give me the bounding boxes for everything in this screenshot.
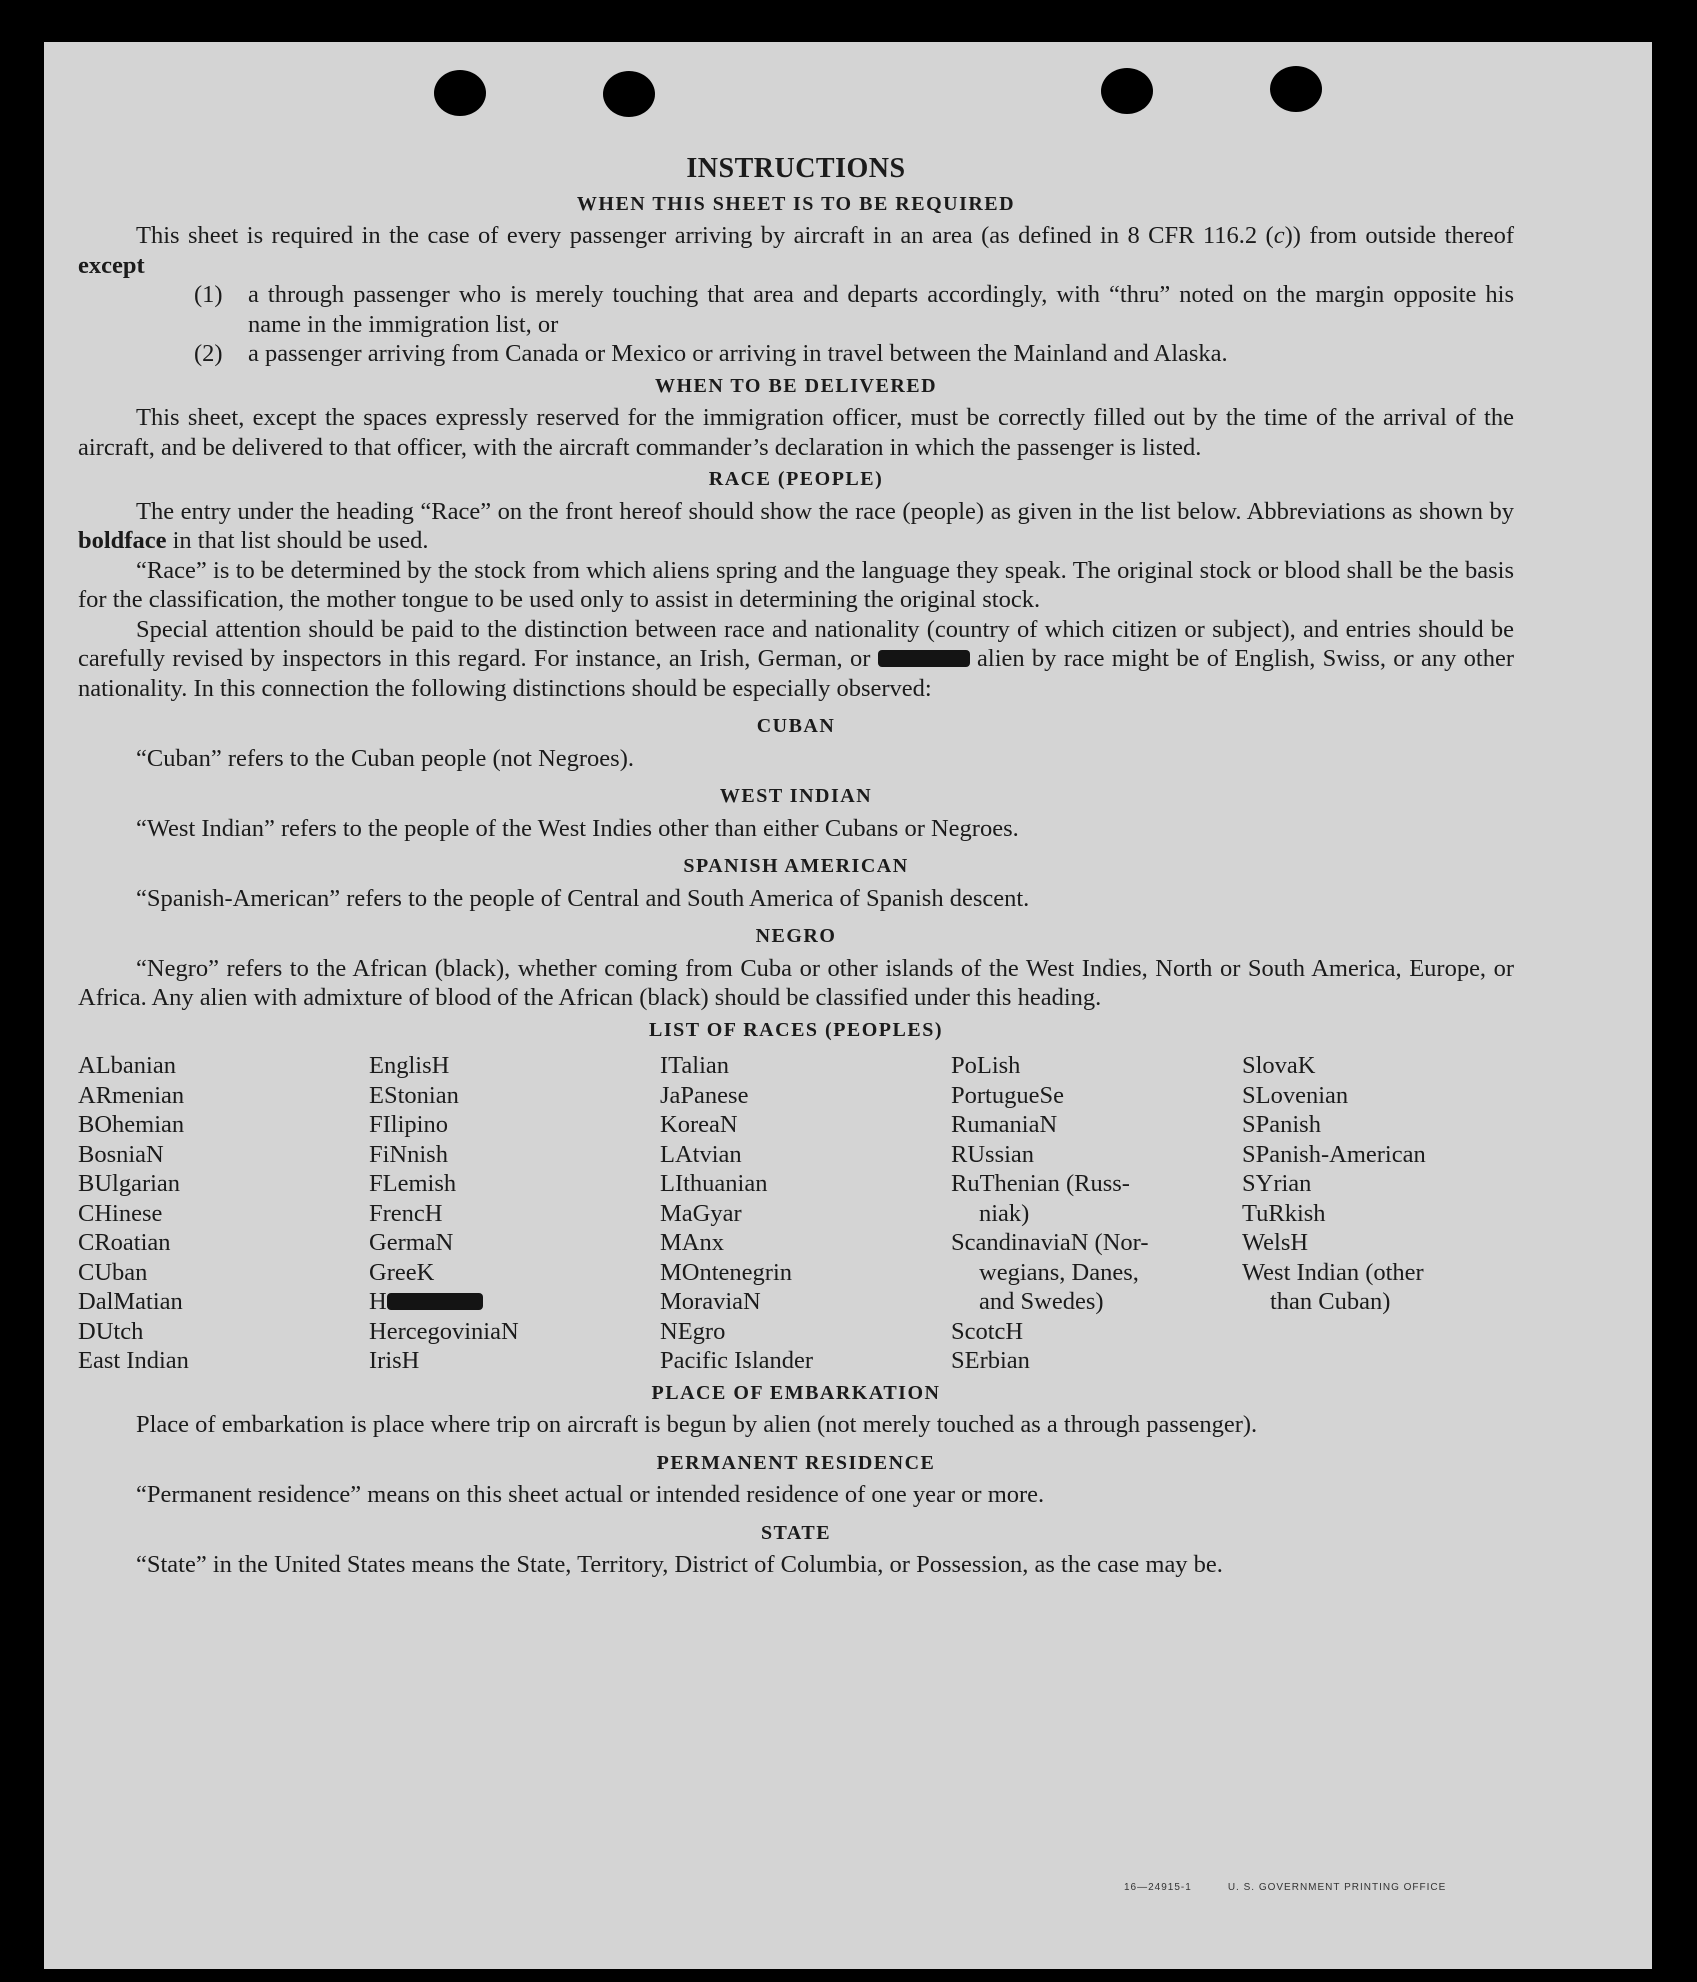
race-paragraph-3: [78, 615, 1514, 704]
delivered-text: This sheet, except the spaces expressly reserved for the immigration officer, must be correctly filled out by the time of the arrival of the aircraft, and be delivered to that officer, with the aircraft commander’s declaration in which the passenger is listed.: [78, 404, 1514, 461]
negro-text: “Negro” refers to the African (black), whether coming from Cuba or other islands of the West Indies, North or South America, Europe, or Africa. Any alien with admixture of blood of the African (black) should be classified under this heading.: [78, 954, 1514, 1011]
race-entry: SLovenian: [1242, 1081, 1349, 1109]
race-entry: LAtvian: [660, 1140, 742, 1168]
race-entry: PoLish: [951, 1052, 1021, 1079]
required-item-1: [78, 280, 1514, 339]
race-p3-text: Special attention should be paid to the distinction between race and nationality (country of which citizen or subject), and entries should be carefully revised by inspectors in this regard. For instance, an Irish, German, or: [78, 615, 1514, 672]
required-item-2: [78, 339, 1514, 369]
instructions-body: [78, 154, 1514, 1580]
race-entry-initial: H: [369, 1288, 387, 1315]
item-text: a passenger arriving from Canada or Mexico or arriving in travel between the Mainland and Alaska.: [248, 340, 1228, 367]
item-number: (1): [194, 281, 223, 308]
race-entry: MAnx: [660, 1229, 724, 1256]
embarkation-text: Place of embarkation is place where trip on aircraft is begun by alien (not merely touched as a through passenger).: [136, 1411, 1258, 1438]
punch-hole: [1270, 66, 1322, 112]
race-entry: EStonian: [369, 1081, 459, 1109]
race-entry: PortugueSe: [951, 1081, 1064, 1109]
form-number: 16—24915-1: [1124, 1882, 1192, 1893]
delivered-heading: WHEN TO BE DELIVERED: [654, 374, 938, 397]
race-entry: CRoatian: [78, 1229, 171, 1256]
race-entry: SlovaK: [1242, 1052, 1316, 1079]
item-text: a through passenger who is merely touching that area and departs accordingly, with “thru” noted on the margin opposite his name in the immigration list, or: [248, 281, 1514, 338]
state-heading: STATE: [760, 1521, 832, 1544]
race-entry-continued: and Swedes): [979, 1288, 1104, 1315]
race-entry: NEgro: [660, 1317, 726, 1345]
race-entry: FrencH: [369, 1199, 443, 1227]
races-list: [78, 1051, 1514, 1376]
west-indian-heading: WEST INDIAN: [719, 785, 873, 807]
races-heading: LIST OF RACES (PEOPLES): [648, 1018, 943, 1041]
race-entry: SPanish-American: [1242, 1140, 1426, 1168]
race-entry: Pacific Islander: [660, 1347, 814, 1374]
race-entry: JaPanese: [660, 1081, 749, 1109]
west-indian-text: “West Indian” refers to the people of the West Indies other than either Cubans or Negroes.: [136, 814, 1019, 842]
race-entry: ScandinaviaN (Nor-: [951, 1229, 1149, 1256]
negro-heading: NEGRO: [755, 925, 837, 947]
race-entry: BUlgarian: [78, 1170, 181, 1197]
race-entry: FIlipino: [369, 1111, 448, 1138]
race-entry: MoraviaN: [660, 1288, 761, 1315]
races-column-2: [369, 1051, 660, 1376]
required-intro-text-b: )) from outside thereof: [1284, 222, 1514, 249]
state-text: “State” in the United States means the State, Territory, District of Columbia, or Possession, as the case may be.: [136, 1551, 1223, 1578]
race-entry: TuRkish: [1242, 1199, 1326, 1227]
footer: [1124, 1882, 1482, 1893]
race-entry: BOhemian: [78, 1111, 185, 1138]
race-paragraph-1: [78, 497, 1514, 556]
race-entry: KoreaN: [660, 1111, 738, 1138]
redaction-mark: [878, 650, 970, 667]
race-p1-bold: boldface: [78, 527, 167, 554]
required-heading: WHEN THIS SHEET IS TO BE REQUIRED: [576, 192, 1016, 215]
required-intro: [78, 221, 1514, 280]
race-paragraph-2: “Race” is to be determined by the stock from which aliens spring and the language they speak. The original stock or blood shall be the basis for the classification, the mother tongue to be used only to assist in determining the original stock.: [78, 556, 1514, 613]
race-entry: DalMatian: [78, 1288, 183, 1315]
races-column-5: [1242, 1051, 1533, 1376]
printer-imprint: U. S. GOVERNMENT PRINTING OFFICE: [1227, 1882, 1447, 1893]
race-entry-redacted: [369, 1287, 660, 1317]
embarkation-heading: PLACE OF EMBARKATION: [651, 1381, 941, 1404]
race-entry-continued: niak): [979, 1199, 1030, 1227]
race-entry: WelsH: [1242, 1229, 1309, 1256]
race-entry: SErbian: [951, 1347, 1030, 1374]
required-intro-c: c: [1273, 222, 1285, 249]
races-column-4: [951, 1051, 1242, 1376]
race-p1-text-b: in that list should be used.: [166, 527, 429, 554]
punch-hole: [603, 71, 655, 117]
race-entry: East Indian: [78, 1347, 189, 1374]
race-entry: MaGyar: [660, 1199, 742, 1227]
redaction-mark: [387, 1293, 483, 1310]
race-entry: ARmenian: [78, 1081, 185, 1109]
race-entry: HercegoviniaN: [369, 1317, 519, 1345]
residence-heading: PERMANENT RESIDENCE: [656, 1451, 936, 1474]
document-page: [44, 42, 1652, 1969]
race-entry: EnglisH: [369, 1052, 450, 1079]
item-number: (2): [194, 340, 223, 367]
required-intro-except: except: [78, 251, 145, 279]
race-p3-text-b: alien by race might be of English, Swiss, or any other nationality. In this connection the following distinctions should be especially observed:: [78, 645, 1515, 702]
race-entry: SYrian: [1242, 1170, 1312, 1197]
race-entry: ITalian: [660, 1052, 730, 1079]
race-heading: RACE (PEOPLE): [708, 468, 884, 490]
races-column-3: [660, 1051, 951, 1376]
page-title: INSTRUCTIONS: [686, 153, 906, 184]
race-entry: RumaniaN: [951, 1111, 1058, 1138]
race-entry-continued: than Cuban): [1270, 1288, 1391, 1315]
race-entry: RuThenian (Russ-: [951, 1170, 1130, 1197]
punch-hole: [434, 70, 486, 116]
spanish-american-heading: SPANISH AMERICAN: [683, 855, 909, 877]
race-entry: GermaN: [369, 1229, 454, 1256]
race-entry: FLemish: [369, 1170, 457, 1197]
race-entry: CHinese: [78, 1199, 163, 1227]
cuban-text: “Cuban” refers to the Cuban people (not Negroes).: [136, 744, 634, 772]
race-entry: SPanish: [1242, 1111, 1321, 1138]
punch-hole: [1101, 68, 1153, 114]
race-entry: DUtch: [78, 1317, 144, 1345]
race-entry: BosniaN: [78, 1140, 164, 1168]
race-entry: LIthuanian: [660, 1170, 768, 1197]
cuban-heading: CUBAN: [756, 715, 836, 737]
race-entry-continued: wegians, Danes,: [979, 1258, 1139, 1286]
race-entry: West Indian (other: [1242, 1258, 1424, 1286]
race-entry: ScotcH: [951, 1317, 1024, 1345]
required-intro-text: This sheet is required in the case of every passenger arriving by aircraft in an area (as defined in 8 CFR 116.2 (: [136, 222, 1274, 249]
race-p1-text: The entry under the heading “Race” on the front hereof should show the race (people) as given in the list below. Abbreviations as shown by: [136, 497, 1514, 525]
race-entry: CUban: [78, 1258, 148, 1286]
spanish-american-text: “Spanish-American” refers to the people of Central and South America of Spanish descent.: [136, 884, 1030, 912]
race-entry: ALbanian: [78, 1052, 176, 1079]
race-entry: RUssian: [951, 1140, 1035, 1168]
residence-text: “Permanent residence” means on this sheet actual or intended residence of one year or more.: [136, 1481, 1045, 1508]
race-entry: MOntenegrin: [660, 1258, 792, 1286]
races-column-1: [78, 1051, 369, 1376]
race-entry: IrisH: [369, 1347, 420, 1374]
race-entry: FiNnish: [369, 1140, 448, 1168]
race-entry: GreeK: [369, 1258, 435, 1286]
